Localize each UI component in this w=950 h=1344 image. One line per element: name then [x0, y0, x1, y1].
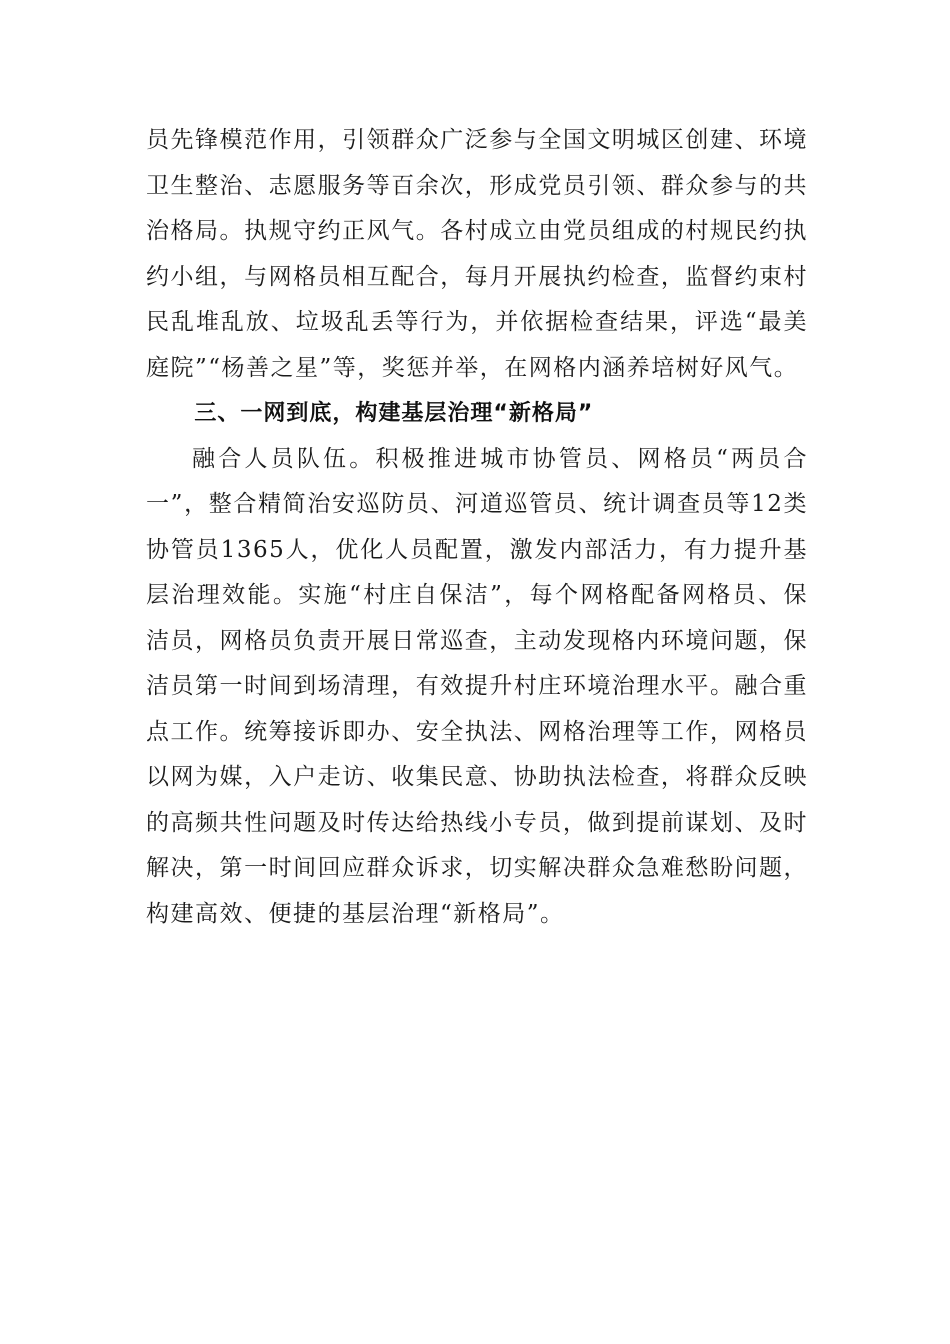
document-body	[146, 118, 808, 937]
section-heading: 三、一网到底，构建基层治理“新格局”	[194, 401, 594, 426]
paragraph-continued: 员先锋模范作用，引领群众广泛参与全国文明城区创建、环境卫生整治、志愿服务等百余次，形成党员引领、群众参与的共治格局。执规守约正风气。各村成立由党员组成的村规民约执约小组，与网格员相互配合，每月开展执约检查，监督约束村民乱堆乱放、垃圾乱丢等行为，并依据检查结果，评选“最美庭院”“杨善之星”等，奖惩并举，在网格内涵养培树好风气。	[146, 127, 808, 381]
paragraph-section-3: 融合人员队伍。积极推进城市协管员、网格员“两员合一”，整合精简治安巡防员、河道巡管员、统计调查员等12类协管员1365人，优化人员配置，激发内部活力，有力提升基层治理效能。实施“村庄自保洁”，每个网格配备网格员、保洁员，网格员负责开展日常巡查，主动发现格内环境问题，保洁员第一时间到场清理，有效提升村庄环境治理水平。融合重点工作。统筹接诉即办、安全执法、网格治理等工作，网格员以网为媒，入户走访、收集民意、协助执法检查，将群众反映的高频共性问题及时传达给热线小专员，做到提前谋划、及时解决，第一时间回应群众诉求，切实解决群众急难愁盼问题，构建高效、便捷的基层治理“新格局”。	[146, 445, 808, 927]
